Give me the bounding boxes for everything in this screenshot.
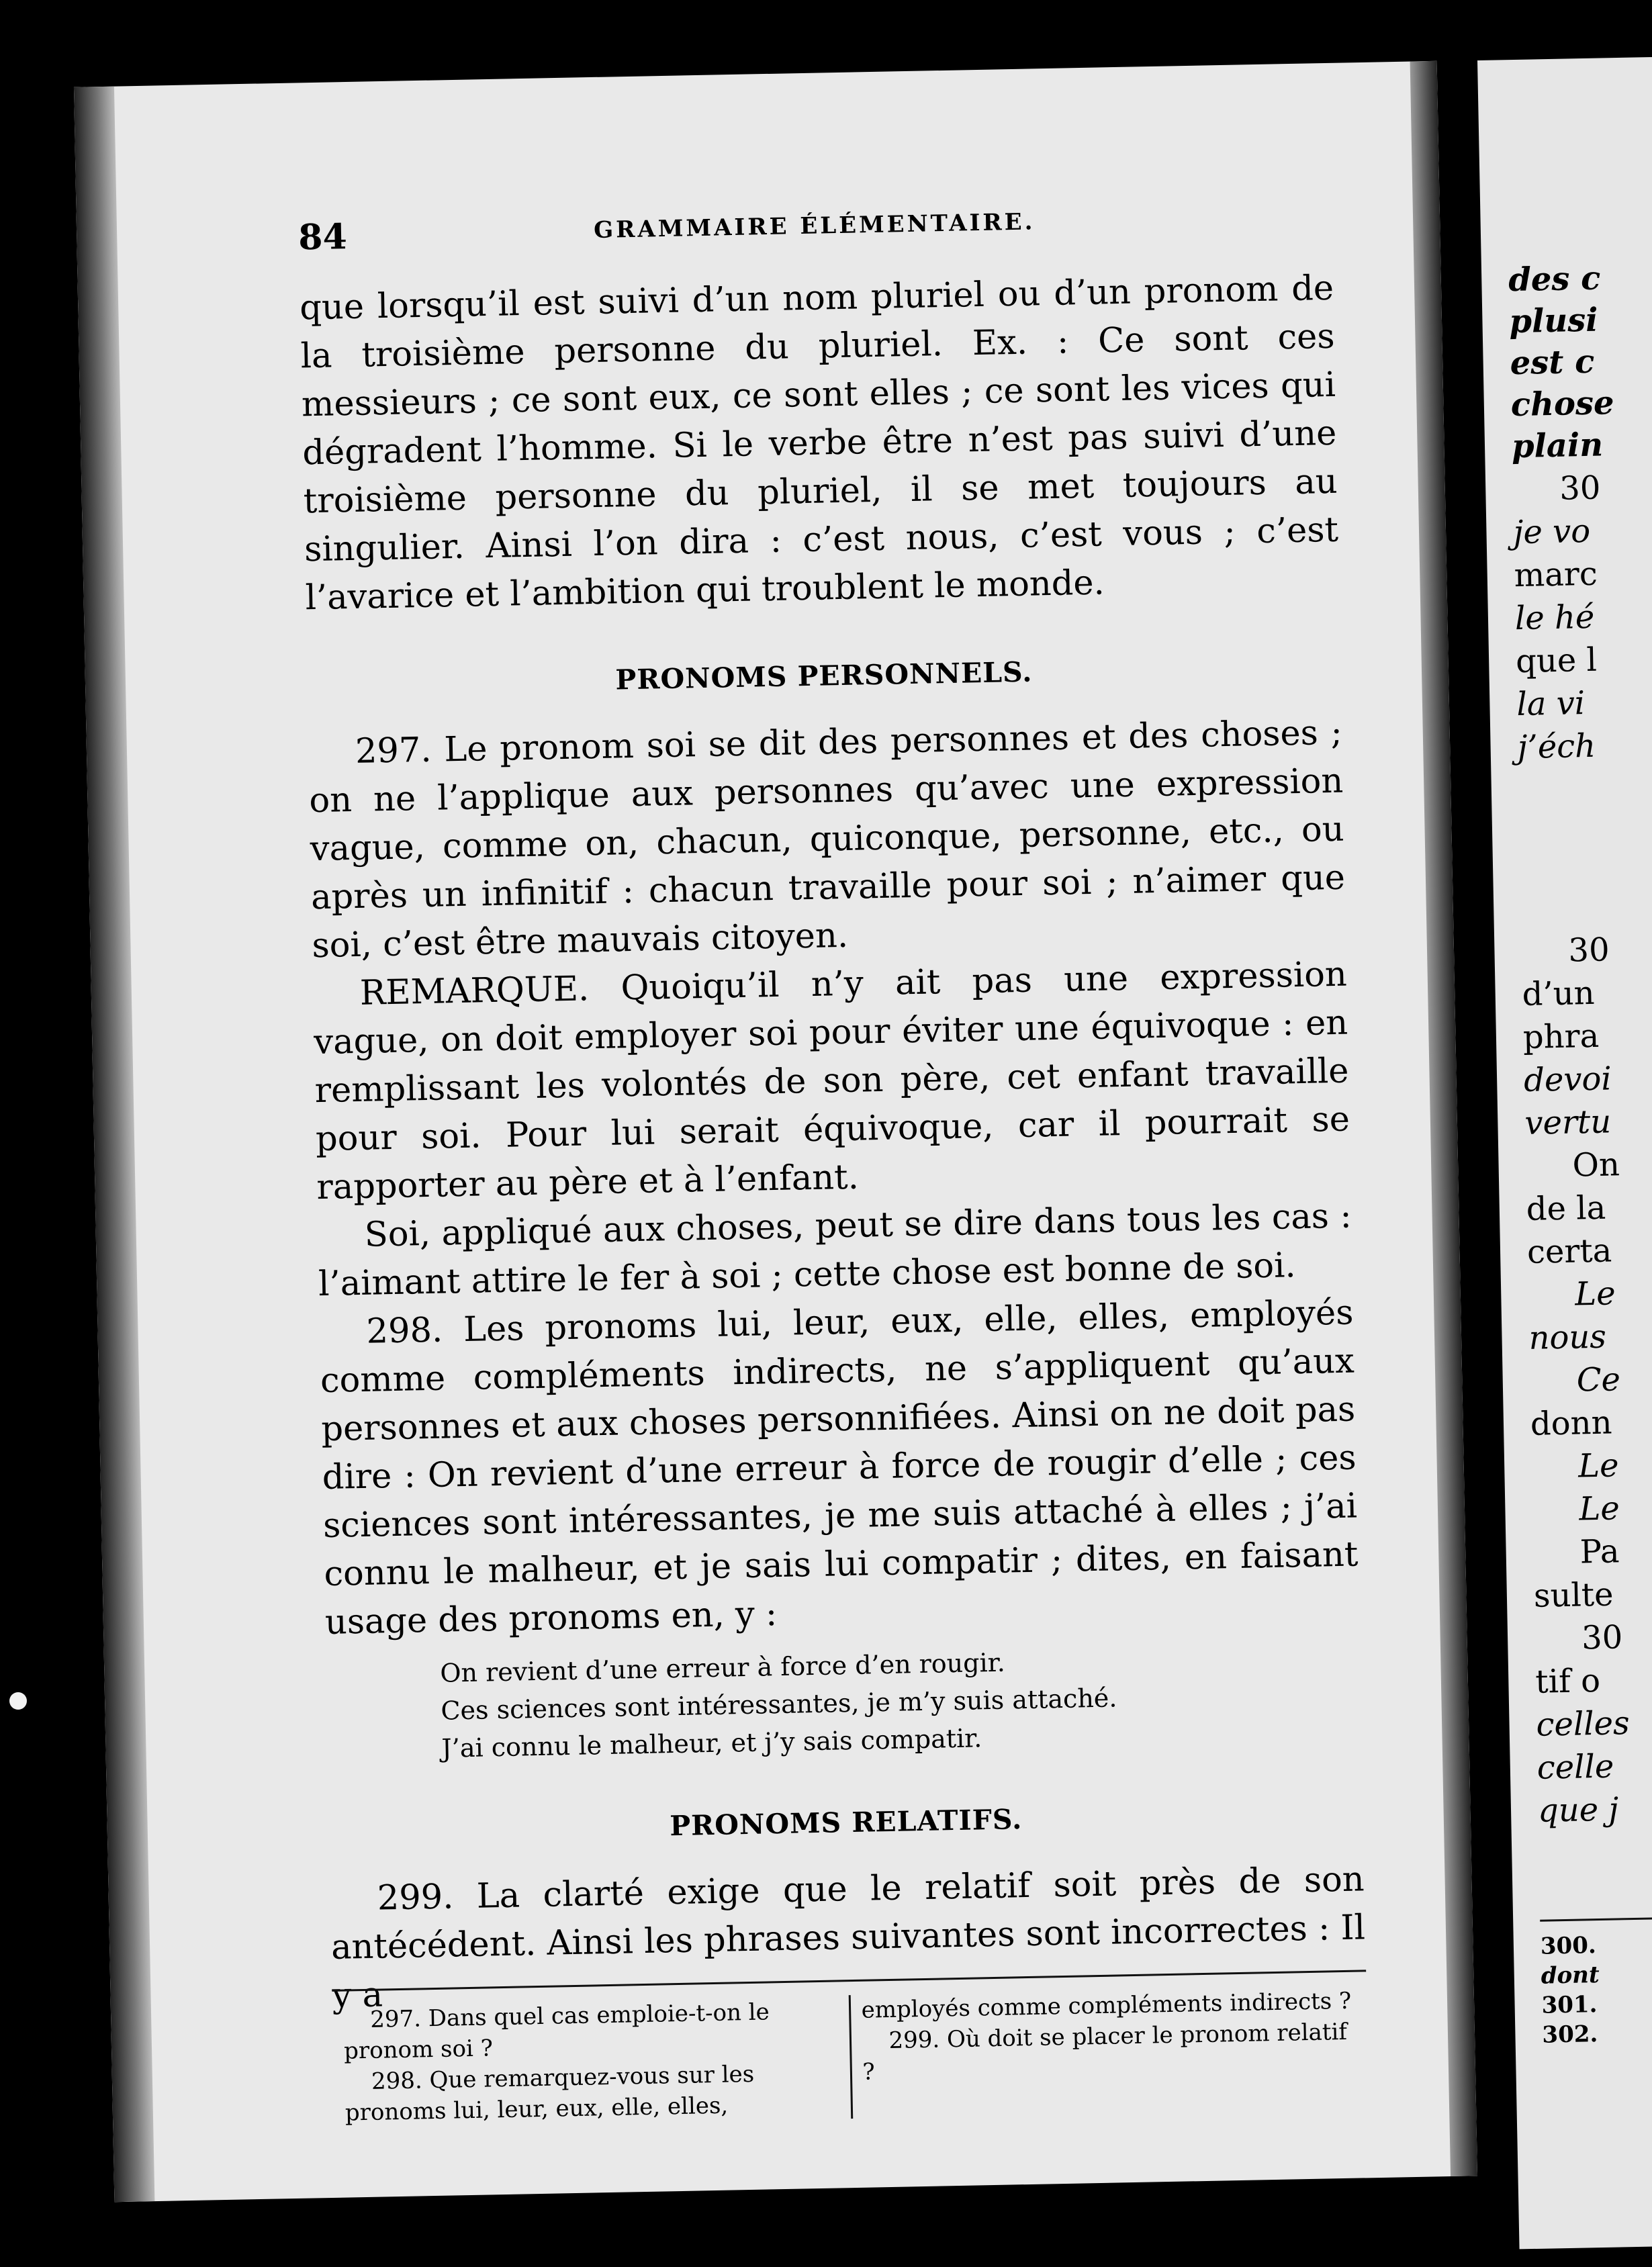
question-297: 297. Dans quel cas emploie-t-on le pronom soi ? <box>343 1998 770 2065</box>
facing-line: d’un <box>1522 974 1596 1013</box>
example-line: J’ai connu le malheur, et j’y sais compatir. <box>441 1723 982 1763</box>
facing-footnote: 301. <box>1541 1991 1598 2019</box>
facing-line: j’éch <box>1517 727 1596 767</box>
paragraph-remarque: REMARQUE. Quoiqu’il n’y ait pas une expression vague, on doit employer soi pour éviter une équivoque : en remplissant les volontés de son père, cet enfant travaille pour soi. Pour lui serait équivoque, car il pourrait se rapporter au père et à l’enfant. <box>313 954 1350 1208</box>
question-299: 299. Où doit se placer le pronom relatif ? <box>862 2018 1348 2086</box>
facing-line: celle <box>1536 1747 1614 1787</box>
facing-line: marc <box>1514 555 1598 595</box>
facing-line: chose <box>1510 384 1615 424</box>
example-block <box>440 1636 1362 1767</box>
facing-line: le hé <box>1514 598 1595 638</box>
example-line: Ces sciences sont intéressantes, je m’y suis attaché. <box>441 1683 1117 1726</box>
facing-footnote-rule <box>1540 1916 1652 1922</box>
page-number: 84 <box>297 216 348 259</box>
paragraph-297: 297. Le pronom soi se dit des personnes et des choses ; on ne l’applique aux personnes qu’avec une expression vague, comme on, chacun, quiconque, personne, etc., ou après un infinitif : chacun travaille pour soi ; n’aimer que soi, c’est être mauvais citoyen. <box>308 712 1346 966</box>
book-page <box>74 61 1477 2202</box>
footnote-questions <box>332 1970 1369 2129</box>
section-title-pronoms-personnels: PRONOMS PERSONNELS. <box>615 655 1033 696</box>
footnote-column-left <box>332 1995 851 2129</box>
facing-line: plusi <box>1508 301 1598 341</box>
section-title-pronoms-relatifs: PRONOMS RELATIFS. <box>669 1803 1023 1843</box>
facing-footnote: 300. <box>1540 1932 1597 1960</box>
facing-line: de la <box>1526 1189 1606 1228</box>
facing-page-fragment <box>1477 57 1652 2249</box>
facing-line: est c <box>1510 342 1595 383</box>
running-title: GRAMMAIRE ÉLÉMENTAIRE. <box>593 208 1036 244</box>
footnote-column-right <box>848 1985 1369 2119</box>
question-298: 298. Que remarquez-vous sur les pronoms lui, leur, eux, elle, elles, <box>345 2060 755 2127</box>
facing-line: des c <box>1508 259 1601 299</box>
facing-line: celles <box>1536 1704 1631 1744</box>
facing-line: 30 <box>1581 1618 1623 1657</box>
facing-line: que j <box>1537 1790 1619 1830</box>
facing-line: 30 <box>1567 931 1610 970</box>
facing-line: devoi <box>1523 1060 1612 1099</box>
page-header <box>298 197 1333 258</box>
facing-line: je vo <box>1512 512 1591 552</box>
facing-line: que l <box>1515 641 1598 681</box>
facing-line: On <box>1572 1146 1620 1185</box>
paragraph-continuation: que lorsqu’il est suivi d’un nom pluriel ou d’un pronom de la troisième personne du pluriel. Ex. : Ce sont ces messieurs ; ce sont eux, ce sont elles ; ce sont les vices qui dégradent l’homme. Si le verbe être n’est pas suivi d’une troisième personne du pluriel, il se met toujours au singulier. Ainsi l’on dira : c’est nous, c’est vous ; c’est l’avarice et l’ambition qui troublent le monde. <box>299 268 1339 618</box>
facing-line: tif o <box>1534 1661 1601 1701</box>
facing-line: donn <box>1530 1403 1612 1443</box>
paragraph-298: 298. Les pronoms lui, leur, eux, elle, elles, employés comme compléments indirects, ne s’appliquent qu’aux personnes et aux choses personnifiées. Ainsi on ne doit pas dire : On revient d’une erreur à force de rougir d’elle ; ces sciences sont intéressantes, je me suis attaché à elles ; j’ai connu le malheur, et je sais lui compatir ; dites, en faisant usage des pronoms en, y : <box>320 1293 1359 1643</box>
facing-line: 30 <box>1559 469 1601 508</box>
facing-line: phra <box>1522 1017 1600 1056</box>
facing-line: Ce <box>1576 1360 1621 1399</box>
scan-artifact-mark <box>9 1692 27 1710</box>
facing-line: nous <box>1528 1317 1607 1357</box>
question-298-continued: employés comme compléments indirects ? <box>861 1987 1352 2024</box>
facing-line: plain <box>1511 426 1604 466</box>
paragraph-299: 299. La clarté exige que le relatif soit près de son antécédent. Ainsi les phrases suivantes sont incorrectes : Il y a <box>330 1859 1366 2016</box>
facing-line: vertu <box>1524 1103 1612 1142</box>
example-line: On revient d’une erreur à force d’en rougir. <box>439 1647 1006 1688</box>
facing-line: Le <box>1574 1275 1616 1313</box>
facing-line: Le <box>1578 1489 1620 1528</box>
page-body <box>300 265 1367 2021</box>
facing-line: sulte <box>1533 1575 1614 1615</box>
facing-line: la vi <box>1516 684 1586 724</box>
facing-footnote: dont <box>1541 1961 1600 1990</box>
facing-footnote: 302. <box>1542 2021 1598 2049</box>
facing-line: Pa <box>1579 1532 1620 1571</box>
paragraph-soi: Soi, appliqué aux choses, peut se dire dans tous les cas : l’aimant attire le fer à soi ; cette chose est bonne de soi. <box>318 1196 1352 1305</box>
facing-line: Le <box>1577 1446 1620 1485</box>
facing-line: certa <box>1526 1232 1612 1271</box>
